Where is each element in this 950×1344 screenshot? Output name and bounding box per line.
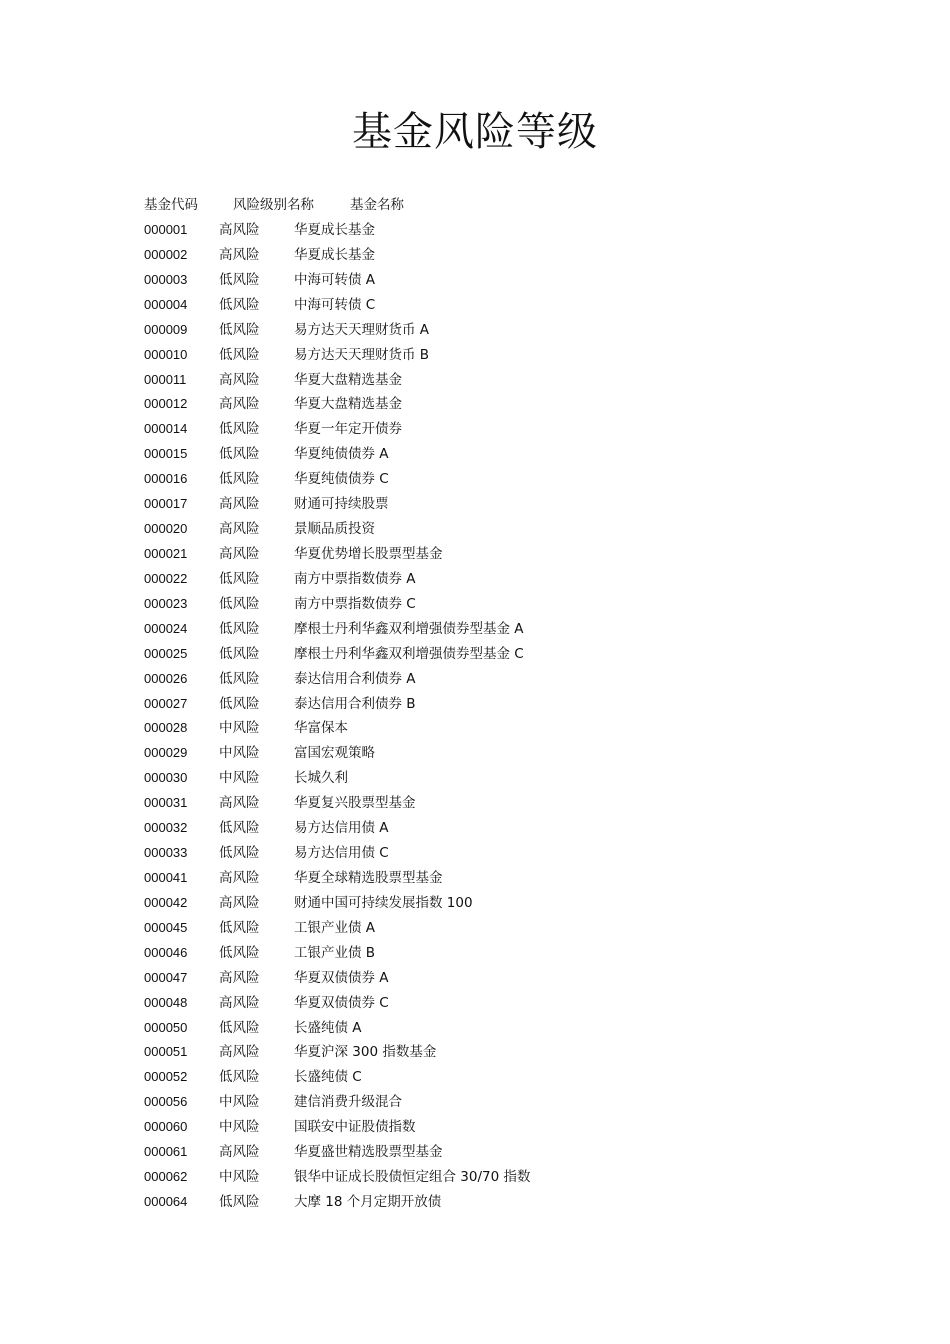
table-row xyxy=(144,243,844,268)
risk-level-cell: 低风险 xyxy=(219,1069,260,1086)
risk-level-cell: 低风险 xyxy=(219,1193,260,1210)
fund-name-cell: 泰达信用合利债券 B xyxy=(294,695,416,712)
risk-level-cell: 高风险 xyxy=(219,894,260,911)
risk-level-cell: 中风险 xyxy=(219,1169,260,1186)
risk-level-cell: 低风险 xyxy=(219,845,260,862)
risk-level-cell: 高风险 xyxy=(219,795,260,812)
fund-name-cell: 财通中国可持续发展指数 100 xyxy=(294,894,473,911)
risk-level-cell: 低风险 xyxy=(219,296,260,313)
fund-code-cell: 000012 xyxy=(144,396,188,412)
fund-name-cell: 华夏成长基金 xyxy=(294,222,375,238)
table-row xyxy=(144,791,844,816)
risk-level-cell: 高风险 xyxy=(219,396,260,413)
table-row xyxy=(144,916,844,941)
table-row xyxy=(144,1065,844,1090)
table-row xyxy=(144,1115,844,1140)
table-row xyxy=(144,343,844,368)
table-row xyxy=(144,716,844,741)
risk-level-cell: 低风险 xyxy=(219,271,260,288)
fund-name-cell: 华夏盛世精选股票型基金 xyxy=(294,1144,443,1161)
risk-level-cell: 低风险 xyxy=(219,670,260,687)
fund-code-cell: 000016 xyxy=(144,471,188,487)
page-title: 基金风险等级 xyxy=(352,109,598,155)
fund-name-cell: 工银产业债 B xyxy=(294,944,376,961)
table-row xyxy=(144,667,844,692)
risk-level-cell: 低风险 xyxy=(219,446,260,463)
risk-level-cell: 高风险 xyxy=(219,545,260,562)
risk-level-cell: 低风险 xyxy=(219,595,260,612)
fund-name-cell: 长盛纯债 A xyxy=(294,1019,362,1036)
table-row xyxy=(144,692,844,717)
fund-name-cell: 华夏纯债债券 A xyxy=(294,446,389,463)
risk-level-cell: 高风险 xyxy=(219,521,260,538)
risk-level-cell: 低风险 xyxy=(219,570,260,587)
fund-code-cell: 000029 xyxy=(144,745,188,761)
table-row xyxy=(144,1016,844,1041)
fund-name-cell: 摩根士丹利华鑫双利增强债券型基金 A xyxy=(294,620,524,637)
risk-level-cell: 低风险 xyxy=(219,346,260,363)
fund-code-cell: 000050 xyxy=(144,1019,188,1035)
table-row xyxy=(144,467,844,492)
risk-level-cell: 高风险 xyxy=(219,969,260,986)
fund-code-cell: 000021 xyxy=(144,545,188,561)
fund-code-cell: 000060 xyxy=(144,1119,188,1135)
table-row xyxy=(144,542,844,567)
table-row xyxy=(144,1040,844,1065)
fund-code-cell: 000020 xyxy=(144,521,188,537)
fund-name-cell: 中海可转债 C xyxy=(294,296,376,313)
risk-level-cell: 中风险 xyxy=(219,720,260,737)
risk-level-cell: 中风险 xyxy=(219,745,260,762)
fund-name-cell: 银华中证成长股债恒定组合 30/70 指数 xyxy=(294,1169,531,1186)
fund-name-cell: 华富保本 xyxy=(294,720,348,737)
risk-level-cell: 中风险 xyxy=(219,1094,260,1111)
fund-code-cell: 000064 xyxy=(144,1193,188,1209)
risk-level-cell: 高风险 xyxy=(219,246,260,263)
fund-name-cell: 国联安中证股债指数 xyxy=(294,1119,416,1136)
fund-code-cell: 000062 xyxy=(144,1169,188,1185)
fund-code-cell: 000010 xyxy=(144,346,188,362)
fund-name-cell: 易方达信用债 C xyxy=(294,845,389,862)
risk-level-cell: 高风险 xyxy=(219,371,260,388)
risk-level-cell: 低风险 xyxy=(219,321,260,338)
fund-name-cell: 摩根士丹利华鑫双利增强债券型基金 C xyxy=(294,645,524,662)
table-row xyxy=(144,492,844,517)
table-row xyxy=(144,218,844,243)
fund-code-cell: 000004 xyxy=(144,296,188,312)
fund-code-cell: 000003 xyxy=(144,271,188,287)
table-row xyxy=(144,268,844,293)
table-row xyxy=(144,741,844,766)
table-row xyxy=(144,991,844,1016)
risk-level-cell: 高风险 xyxy=(219,994,260,1011)
fund-table xyxy=(144,218,844,1215)
header-risk-level: 风险级别名称 xyxy=(233,197,314,213)
fund-name-cell: 华夏双债债券 A xyxy=(294,969,389,986)
fund-name-cell: 泰达信用合利债券 A xyxy=(294,670,416,687)
fund-code-cell: 000022 xyxy=(144,570,188,586)
fund-code-cell: 000001 xyxy=(144,222,188,237)
risk-level-cell: 中风险 xyxy=(219,770,260,787)
risk-level-cell: 低风险 xyxy=(219,645,260,662)
fund-code-cell: 000051 xyxy=(144,1044,188,1060)
risk-level-cell: 高风险 xyxy=(219,222,260,238)
fund-code-cell: 000047 xyxy=(144,969,188,985)
fund-name-cell: 华夏成长基金 xyxy=(294,246,375,263)
fund-code-cell: 000014 xyxy=(144,421,188,437)
table-row xyxy=(144,966,844,991)
header-fund-name: 基金名称 xyxy=(350,197,404,213)
fund-code-cell: 000023 xyxy=(144,595,188,611)
risk-level-cell: 低风险 xyxy=(219,620,260,637)
fund-code-cell: 000026 xyxy=(144,670,188,686)
fund-code-cell: 000011 xyxy=(144,371,187,387)
fund-code-cell: 000024 xyxy=(144,620,188,636)
fund-code-cell: 000042 xyxy=(144,894,188,910)
risk-level-cell: 高风险 xyxy=(219,496,260,513)
risk-level-cell: 低风险 xyxy=(219,919,260,936)
table-row xyxy=(144,816,844,841)
fund-code-cell: 000041 xyxy=(144,869,188,885)
fund-name-cell: 华夏全球精选股票型基金 xyxy=(294,869,443,886)
table-row xyxy=(144,592,844,617)
fund-name-cell: 大摩 18 个月定期开放债 xyxy=(294,1193,442,1210)
table-row xyxy=(144,866,844,891)
fund-name-cell: 华夏一年定开债券 xyxy=(294,421,402,438)
risk-level-cell: 低风险 xyxy=(219,820,260,837)
table-row xyxy=(144,1190,844,1215)
header-fund-code: 基金代码 xyxy=(144,197,198,213)
fund-name-cell: 华夏大盘精选基金 xyxy=(294,371,402,388)
fund-name-cell: 中海可转债 A xyxy=(294,271,376,288)
fund-name-cell: 华夏双债债券 C xyxy=(294,994,389,1011)
fund-code-cell: 000046 xyxy=(144,944,188,960)
fund-code-cell: 000015 xyxy=(144,446,188,462)
risk-level-cell: 高风险 xyxy=(219,1044,260,1061)
table-row xyxy=(144,941,844,966)
fund-code-cell: 000031 xyxy=(144,795,188,811)
fund-name-cell: 华夏纯债债券 C xyxy=(294,471,389,488)
table-row xyxy=(144,1090,844,1115)
fund-name-cell: 南方中票指数债券 C xyxy=(294,595,416,612)
risk-level-cell: 高风险 xyxy=(219,1144,260,1161)
fund-code-cell: 000017 xyxy=(144,496,188,512)
fund-name-cell: 易方达天天理财货币 A xyxy=(294,321,430,338)
fund-code-cell: 000028 xyxy=(144,720,188,736)
fund-name-cell: 易方达天天理财货币 B xyxy=(294,346,430,363)
table-row xyxy=(144,766,844,791)
risk-level-cell: 低风险 xyxy=(219,421,260,438)
fund-code-cell: 000033 xyxy=(144,845,188,861)
table-row xyxy=(144,617,844,642)
fund-code-cell: 000002 xyxy=(144,246,188,262)
fund-name-cell: 华夏优势增长股票型基金 xyxy=(294,545,443,562)
fund-name-cell: 华夏复兴股票型基金 xyxy=(294,795,416,812)
table-row xyxy=(144,417,844,442)
fund-code-cell: 000027 xyxy=(144,695,188,711)
table-row xyxy=(144,841,844,866)
fund-code-cell: 000032 xyxy=(144,820,188,836)
risk-level-cell: 低风险 xyxy=(219,1019,260,1036)
table-row xyxy=(144,392,844,417)
table-row xyxy=(144,1165,844,1190)
fund-code-cell: 000009 xyxy=(144,321,188,337)
table-row xyxy=(144,442,844,467)
fund-name-cell: 长城久利 xyxy=(294,770,348,787)
fund-code-cell: 000061 xyxy=(144,1144,188,1160)
fund-name-cell: 建信消费升级混合 xyxy=(294,1094,402,1111)
risk-level-cell: 低风险 xyxy=(219,695,260,712)
fund-code-cell: 000048 xyxy=(144,994,188,1010)
table-row xyxy=(144,642,844,667)
risk-level-cell: 低风险 xyxy=(219,944,260,961)
fund-name-cell: 财通可持续股票 xyxy=(294,496,389,513)
risk-level-cell: 低风险 xyxy=(219,471,260,488)
fund-name-cell: 南方中票指数债券 A xyxy=(294,570,416,587)
table-row xyxy=(144,1140,844,1165)
table-row xyxy=(144,891,844,916)
fund-code-cell: 000025 xyxy=(144,645,188,661)
fund-name-cell: 长盛纯债 C xyxy=(294,1069,362,1086)
fund-name-cell: 华夏大盘精选基金 xyxy=(294,396,402,413)
risk-level-cell: 中风险 xyxy=(219,1119,260,1136)
table-row xyxy=(144,567,844,592)
fund-name-cell: 易方达信用债 A xyxy=(294,820,389,837)
fund-code-cell: 000052 xyxy=(144,1069,188,1085)
fund-name-cell: 华夏沪深 300 指数基金 xyxy=(294,1044,437,1061)
table-row xyxy=(144,318,844,343)
table-row xyxy=(144,517,844,542)
fund-name-cell: 富国宏观策略 xyxy=(294,745,375,762)
table-row xyxy=(144,368,844,393)
fund-name-cell: 工银产业债 A xyxy=(294,919,376,936)
risk-level-cell: 高风险 xyxy=(219,869,260,886)
fund-name-cell: 景顺品质投资 xyxy=(294,521,375,538)
fund-code-cell: 000045 xyxy=(144,919,188,935)
table-row xyxy=(144,293,844,318)
fund-code-cell: 000056 xyxy=(144,1094,188,1110)
fund-code-cell: 000030 xyxy=(144,770,188,786)
